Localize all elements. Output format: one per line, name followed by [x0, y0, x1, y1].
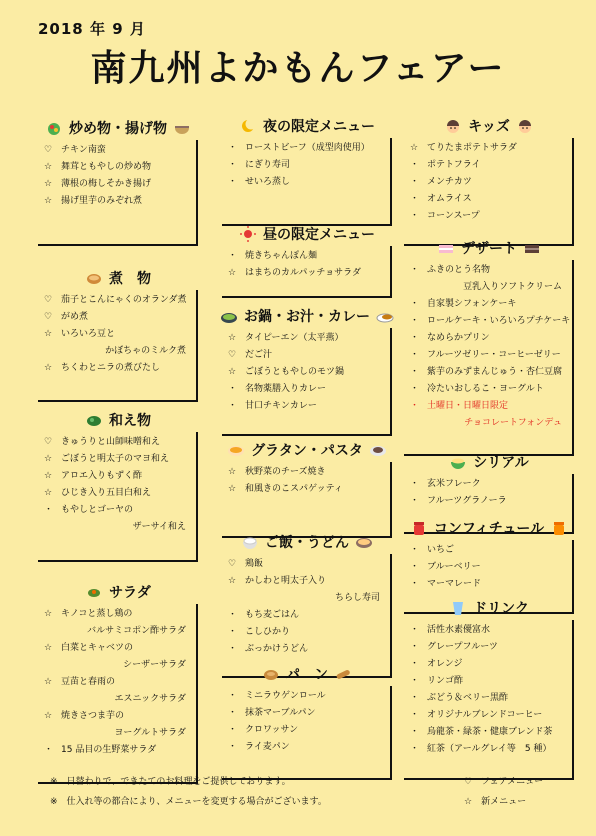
menu-item: [44, 623, 192, 640]
menu-item-text: 豆苗と春雨の: [61, 677, 116, 687]
section-title: 煮 物: [109, 271, 151, 287]
menu-item-marker: ♡: [228, 350, 237, 360]
menu-item-text: いろいろ豆と: [61, 329, 116, 339]
legend-fair-menu: ♡ フェアメニュー: [464, 777, 544, 787]
menu-item: [44, 309, 192, 326]
section-rice-header: [222, 530, 392, 554]
section-salad-header: [38, 580, 198, 604]
menu-item-marker: ☆: [44, 179, 53, 189]
menu-item-marker: ・: [410, 316, 420, 326]
menu-item-text: てりたまポテトサラダ: [427, 143, 517, 153]
section-dessert-list: [404, 260, 574, 456]
menu-item-text: 秋野菜のチーズ焼き: [245, 467, 326, 477]
section-night: [222, 114, 392, 226]
menu-item-marker: ・: [410, 562, 420, 572]
menu-item: [228, 705, 386, 722]
section-lunch-header: [222, 222, 392, 246]
section-title: ドリンク: [473, 601, 529, 617]
menu-item-marker: ☆: [228, 268, 237, 278]
menu-item-text: シーザーサラダ: [123, 660, 186, 670]
menu-item: [228, 688, 386, 705]
menu-item-marker: ・: [228, 644, 238, 654]
menu-item: [44, 485, 192, 502]
menu-item-marker: ・: [410, 350, 420, 360]
menu-item: [410, 157, 568, 174]
marmalade-jar-icon: [550, 520, 568, 536]
menu-item-text: エスニックサラダ: [114, 694, 186, 704]
menu-item: [44, 708, 192, 725]
menu-item: [44, 519, 192, 536]
jam-jar-icon: [410, 520, 428, 536]
menu-item: [44, 343, 192, 360]
menu-item: [410, 140, 568, 157]
menu-item-text: メンチカツ: [427, 177, 472, 187]
menu-item-marker: ・: [410, 710, 420, 720]
menu-item-text: かしわと明太子入り: [245, 576, 327, 586]
page-title: 南九州よかもんフェアー: [90, 48, 506, 89]
menu-item: [410, 656, 568, 673]
menu-item-text: ザーサイ和え: [132, 522, 186, 532]
menu-item-marker: ・: [228, 143, 238, 153]
menu-item-text: ちらし寿司: [334, 593, 380, 603]
section-nabe-header: [222, 304, 392, 328]
menu-item-text: はまちのカルパッチョサラダ: [245, 268, 362, 278]
kid-face-icon: [516, 118, 534, 134]
menu-item-text: きゅうりと山師味噌和え: [61, 437, 161, 447]
menu-item: [44, 292, 192, 309]
menu-item-marker: ・: [410, 744, 420, 754]
kid-face-icon: [444, 118, 462, 134]
menu-item-marker: ・: [44, 745, 54, 755]
legend-new-menu: ☆ 新メニュー: [464, 797, 527, 807]
section-title: 炒め物・揚げ物: [69, 121, 167, 137]
menu-item-text: 豆乳入りソフトクリーム: [463, 282, 562, 292]
menu-item-text: こしひかり: [245, 627, 291, 637]
menu-item: [44, 742, 192, 759]
menu-item-text: なめらかプリン: [427, 333, 490, 343]
menu-item-text: 抹茶マーブルパン: [245, 708, 316, 718]
menu-item-text: コーンスープ: [427, 211, 480, 221]
menu-item: [44, 502, 192, 519]
section-drink-header: [404, 596, 574, 620]
menu-item: [44, 674, 192, 691]
section-title: シリアル: [473, 455, 529, 471]
menu-item-marker: ・: [410, 579, 420, 589]
section-rice-list: [222, 554, 392, 678]
menu-item-marker: ・: [228, 691, 238, 701]
menu-item: [410, 673, 568, 690]
section-stirfry-header: [38, 116, 198, 140]
menu-item-marker: ・: [410, 333, 420, 343]
menu-item-marker: ・: [410, 693, 420, 703]
menu-item-marker: ・: [410, 479, 420, 489]
menu-item-text: 白菜とキャベツの: [61, 643, 134, 653]
menu-item-marker: ・: [410, 676, 420, 686]
section-bread-header: [222, 662, 392, 686]
menu-item-text: ライ麦パン: [245, 742, 290, 752]
section-confiture-header: [404, 516, 574, 540]
section-cereal-header: [404, 450, 574, 474]
menu-item-marker: ・: [228, 384, 238, 394]
menu-item: [44, 657, 192, 674]
menu-item-text: 自家製シフォンケーキ: [427, 299, 517, 309]
cereal-bowl-icon: [449, 454, 467, 470]
menu-item: [410, 398, 568, 415]
menu-item-text: ローストビーフ（成型肉使用）: [245, 143, 370, 153]
menu-item: [410, 208, 568, 225]
menu-item: [410, 296, 568, 313]
menu-item: [44, 468, 192, 485]
menu-item-marker: ・: [410, 384, 420, 394]
menu-item-text: 鶏飯: [245, 559, 264, 569]
menu-item-marker: ♡: [44, 145, 53, 155]
section-gratin-list: [222, 462, 392, 538]
section-title: サラダ: [109, 585, 151, 601]
glass-icon: [449, 600, 467, 616]
menu-item-text: 焼きちゃんぽん麺: [245, 251, 318, 261]
menu-item-text: ブルーベリー: [427, 562, 481, 572]
menu-item-text: 甘口チキンカレー: [245, 401, 317, 411]
menu-item-marker: ・: [228, 627, 238, 637]
menu-item: [44, 326, 192, 343]
menu-item-text: バルサミコポン酢サラダ: [87, 626, 186, 636]
section-salad-list: [38, 604, 198, 784]
menu-item-marker: ♡: [44, 295, 53, 305]
section-nimono-header: [38, 266, 198, 290]
menu-item-text: 土曜日・日曜日限定: [427, 401, 509, 411]
menu-item: [228, 140, 386, 157]
menu-item-text: 薄根の梅しそかき揚げ: [61, 179, 152, 189]
section-title: グラタン・パスタ: [251, 443, 363, 459]
menu-item-text: がめ煮: [61, 312, 89, 322]
menu-item: [228, 590, 386, 607]
menu-item-text: 揚げ里芋のみぞれ煮: [61, 196, 143, 206]
section-dessert-header: [404, 236, 574, 260]
menu-item-marker: ・: [410, 367, 420, 377]
section-night-header: [222, 114, 392, 138]
menu-item-text: チキン南蛮: [61, 145, 106, 155]
menu-item: [44, 725, 192, 742]
menu-item-marker: ☆: [44, 677, 53, 687]
menu-item-text: クロワッサン: [245, 725, 299, 735]
menu-item: [410, 622, 568, 639]
menu-item-text: 15 品目の生野菜サラダ: [61, 745, 157, 755]
menu-item-marker: ♡: [44, 437, 53, 447]
menu-item-text: タイピーエン（太平燕）: [245, 333, 344, 343]
menu-item-text: ポテトフライ: [427, 160, 481, 170]
menu-item-text: ちくわとニラの煮びたし: [61, 363, 161, 373]
section-nabe-list: [222, 328, 392, 436]
greens-icon: [85, 412, 103, 428]
menu-item: [44, 159, 192, 176]
section-bread-list: [222, 686, 392, 780]
menu-item-text: マーマレード: [427, 579, 482, 589]
menu-item-text: アロエ入りもずく酢: [61, 471, 143, 481]
menu-item: [410, 381, 568, 398]
section-night-list: [222, 138, 392, 226]
udon-icon: [355, 534, 373, 550]
date: 2018 年 9 月: [38, 20, 146, 38]
menu-item-marker: ☆: [228, 484, 237, 494]
menu-item-text: 紫芋のみずまんじゅう・杏仁豆腐: [427, 367, 563, 377]
menu-item: [44, 434, 192, 451]
section-title: お鍋・お汁・カレー: [244, 309, 370, 325]
menu-item: [228, 722, 386, 739]
menu-item-marker: ・: [410, 642, 420, 652]
menu-item: [44, 176, 192, 193]
menu-item-text: チョコレートフォンデュ: [464, 418, 562, 428]
menu-item-text: 紅茶（アールグレイ等 5 種）: [427, 744, 552, 754]
section-aemono-list: [38, 432, 198, 562]
menu-item-marker: ・: [228, 251, 238, 261]
menu-item-text: 活性水素優富水: [427, 625, 491, 635]
chocolate-cake-icon: [523, 240, 541, 256]
menu-item: [228, 641, 386, 658]
menu-item: [410, 279, 568, 296]
section-bread: [222, 662, 392, 780]
menu-item: [228, 157, 386, 174]
section-gratin-header: [222, 438, 392, 462]
section-kids-list: [404, 138, 574, 246]
menu-item-text: ごぼうと明太子のマヨ和え: [61, 454, 170, 464]
bread-icon: [262, 666, 280, 682]
menu-item-text: 烏龍茶・緑茶・健康ブレンド茶: [427, 727, 553, 737]
section-aemono-header: [38, 408, 198, 432]
menu-item-marker: ☆: [44, 471, 53, 481]
menu-item-text: ひじき入り五目白和え: [61, 488, 152, 498]
menu-item: [410, 493, 568, 510]
menu-item: [44, 193, 192, 210]
section-title: キッズ: [468, 119, 510, 135]
section-stirfry: [38, 116, 198, 246]
menu-item-text: ぶっかけうどん: [245, 644, 309, 654]
menu-item-text: オムライス: [427, 194, 472, 204]
menu-item-marker: ・: [228, 742, 238, 752]
section-lunch-list: [222, 246, 392, 298]
menu-item-marker: ☆: [410, 143, 419, 153]
section-title: 和え物: [109, 413, 151, 429]
menu-item: [410, 191, 568, 208]
section-lunch: [222, 222, 392, 298]
menu-item: [228, 573, 386, 590]
menu-item-text: ロールケーキ・いろいろプチケーキ: [427, 316, 571, 326]
section-nabe: [222, 304, 392, 436]
bowl-icon: [173, 120, 191, 136]
menu-item-text: フルーツグラノーラ: [427, 496, 507, 506]
baguette-icon: [334, 666, 352, 682]
menu-item-text: だご汁: [245, 350, 273, 360]
section-aemono: [38, 408, 198, 562]
menu-item-text: 和風きのこスパゲッティ: [245, 484, 343, 494]
menu-item-text: せいろ蒸し: [245, 177, 291, 187]
menu-item-marker: ・: [228, 725, 238, 735]
menu-item: [228, 398, 386, 415]
menu-item: [410, 639, 568, 656]
menu-item-marker: ・: [410, 545, 420, 555]
menu-item-marker: ・: [410, 659, 420, 669]
menu-item-text: 茄子とこんにゃくのオランダ煮: [61, 295, 187, 305]
menu-item-text: もやしとゴーヤの: [61, 505, 134, 515]
section-stirfry-list: [38, 140, 198, 246]
menu-item-marker: ☆: [44, 711, 53, 721]
menu-item: [44, 606, 192, 623]
menu-item: [410, 262, 568, 279]
menu-item-marker: ・: [410, 194, 420, 204]
menu-item-text: ヨーグルトサラダ: [114, 728, 186, 738]
cake-icon: [437, 240, 455, 256]
menu-item-text: 舞茸ともやしの炒め物: [61, 162, 152, 172]
menu-item: [228, 364, 386, 381]
menu-item-marker: ・: [410, 160, 420, 170]
menu-item-marker: ☆: [44, 162, 53, 172]
menu-item-text: 焼きさつま芋の: [61, 711, 125, 721]
section-kids-header: [404, 114, 574, 138]
hotpot-icon: [220, 308, 238, 324]
menu-item: [410, 174, 568, 191]
rice-bowl-icon: [241, 534, 259, 550]
menu-item-text: ミニラウゲンロール: [245, 691, 326, 701]
section-title: 夜の限定メニュー: [263, 119, 375, 135]
section-drink-list: [404, 620, 574, 780]
menu-item: [228, 381, 386, 398]
menu-item: [228, 347, 386, 364]
section-drink: [404, 596, 574, 780]
menu-item-marker: ☆: [44, 488, 53, 498]
menu-item-marker: ・: [410, 177, 420, 187]
menu-item: [228, 739, 386, 756]
menu-item-text: ふきのとう名物: [427, 265, 491, 275]
menu-item: [44, 142, 192, 159]
section-title: ご飯・うどん: [265, 535, 349, 551]
menu-item: [44, 360, 192, 377]
sun-icon: [239, 226, 257, 242]
menu-item-marker: ☆: [228, 576, 237, 586]
menu-item: [228, 607, 386, 624]
menu-item: [410, 724, 568, 741]
menu-item-marker: ・: [410, 625, 420, 635]
menu-item-marker: ☆: [44, 329, 53, 339]
menu-item-marker: ♡: [228, 559, 237, 569]
menu-item-text: 玄米フレーク: [427, 479, 481, 489]
leaf-icon: [85, 584, 103, 600]
menu-item-text: いちご: [427, 545, 455, 555]
menu-item-marker: ・: [228, 610, 238, 620]
menu-item-marker: ・: [410, 299, 420, 309]
menu-item-text: かぼちゃのミルク煮: [105, 346, 186, 356]
menu-item-text: にぎり寿司: [245, 160, 291, 170]
menu-item-text: オリジナルブレンドコーヒー: [427, 710, 543, 720]
menu-item-marker: ・: [228, 160, 238, 170]
menu-item: [44, 640, 192, 657]
menu-item-text: キノコと蒸し鶏の: [61, 609, 133, 619]
menu-item: [410, 476, 568, 493]
menu-item-marker: ♡: [44, 312, 53, 322]
menu-item: [410, 707, 568, 724]
menu-item-text: オレンジ: [427, 659, 463, 669]
menu-item-marker: ・: [410, 401, 420, 411]
menu-item: [228, 464, 386, 481]
menu-item: [410, 415, 568, 432]
section-title: パ ン: [286, 667, 328, 683]
menu-item: [228, 624, 386, 641]
moon-icon: [239, 118, 257, 134]
menu-item: [410, 347, 568, 364]
menu-item: [410, 559, 568, 576]
menu-item-marker: ☆: [44, 196, 53, 206]
menu-item-text: ごぼうともやしのモツ鍋: [245, 367, 345, 377]
menu-item-marker: ☆: [44, 643, 53, 653]
menu-item: [228, 248, 386, 265]
menu-item: [44, 691, 192, 708]
menu-item-text: 冷たいおしるこ・ヨーグルト: [427, 384, 544, 394]
section-rice: [222, 530, 392, 678]
menu-item: [410, 741, 568, 758]
menu-item-marker: ・: [228, 708, 238, 718]
menu-item-marker: ・: [228, 401, 238, 411]
section-dessert: [404, 236, 574, 456]
menu-item: [410, 330, 568, 347]
menu-item-marker: ☆: [228, 333, 237, 343]
menu-item-text: リンゴ酢: [427, 676, 464, 686]
section-title: 昼の限定メニュー: [263, 227, 375, 243]
menu-item: [44, 451, 192, 468]
menu-item-marker: ☆: [44, 609, 53, 619]
curry-icon: [376, 308, 394, 324]
menu-item-marker: ・: [410, 727, 420, 737]
section-salad: [38, 580, 198, 784]
section-title: コンフィチュール: [433, 521, 545, 537]
menu-item-marker: ☆: [44, 454, 53, 464]
pot-icon: [85, 270, 103, 286]
menu-item: [410, 542, 568, 559]
menu-item: [410, 313, 571, 330]
menu-item-text: 名物薬膳入りカレー: [245, 384, 327, 394]
menu-item: [410, 364, 568, 381]
section-kids: [404, 114, 574, 246]
menu-item-marker: ・: [410, 211, 420, 221]
menu-item-marker: ☆: [228, 467, 237, 477]
menu-item-marker: ・: [410, 496, 420, 506]
section-nimono: [38, 266, 198, 402]
section-title: デザート: [461, 241, 517, 257]
menu-item-text: フルーツゼリー・コーヒーゼリー: [427, 350, 561, 360]
salad-icon: [45, 120, 63, 136]
pasta-icon: [369, 442, 387, 458]
menu-item-marker: ・: [228, 177, 238, 187]
menu-item-marker: ・: [44, 505, 54, 515]
menu-item-marker: ☆: [228, 367, 237, 377]
menu-item: [410, 690, 568, 707]
menu-item: [228, 481, 386, 498]
menu-item: [228, 556, 386, 573]
footer-note-1: ※ 日替わりで、できたてのお料理をご提供しております。: [50, 777, 291, 787]
menu-item: [410, 576, 568, 593]
menu-item-marker: ☆: [44, 363, 53, 373]
menu-item: [228, 174, 386, 191]
section-nimono-list: [38, 290, 198, 402]
menu-item-text: もち麦ごはん: [245, 610, 300, 620]
section-gratin: [222, 438, 392, 538]
menu-item-text: ぶどう＆ベリー黒酢: [427, 693, 509, 703]
gratin-icon: [227, 442, 245, 458]
menu-item-text: グレープフルーツ: [427, 642, 498, 652]
footer-note-2: ※ 仕入れ等の都合により、メニューを変更する場合がございます。: [50, 797, 327, 807]
menu-item: [228, 265, 386, 282]
menu-item: [228, 330, 386, 347]
menu-item-marker: ・: [410, 265, 420, 275]
